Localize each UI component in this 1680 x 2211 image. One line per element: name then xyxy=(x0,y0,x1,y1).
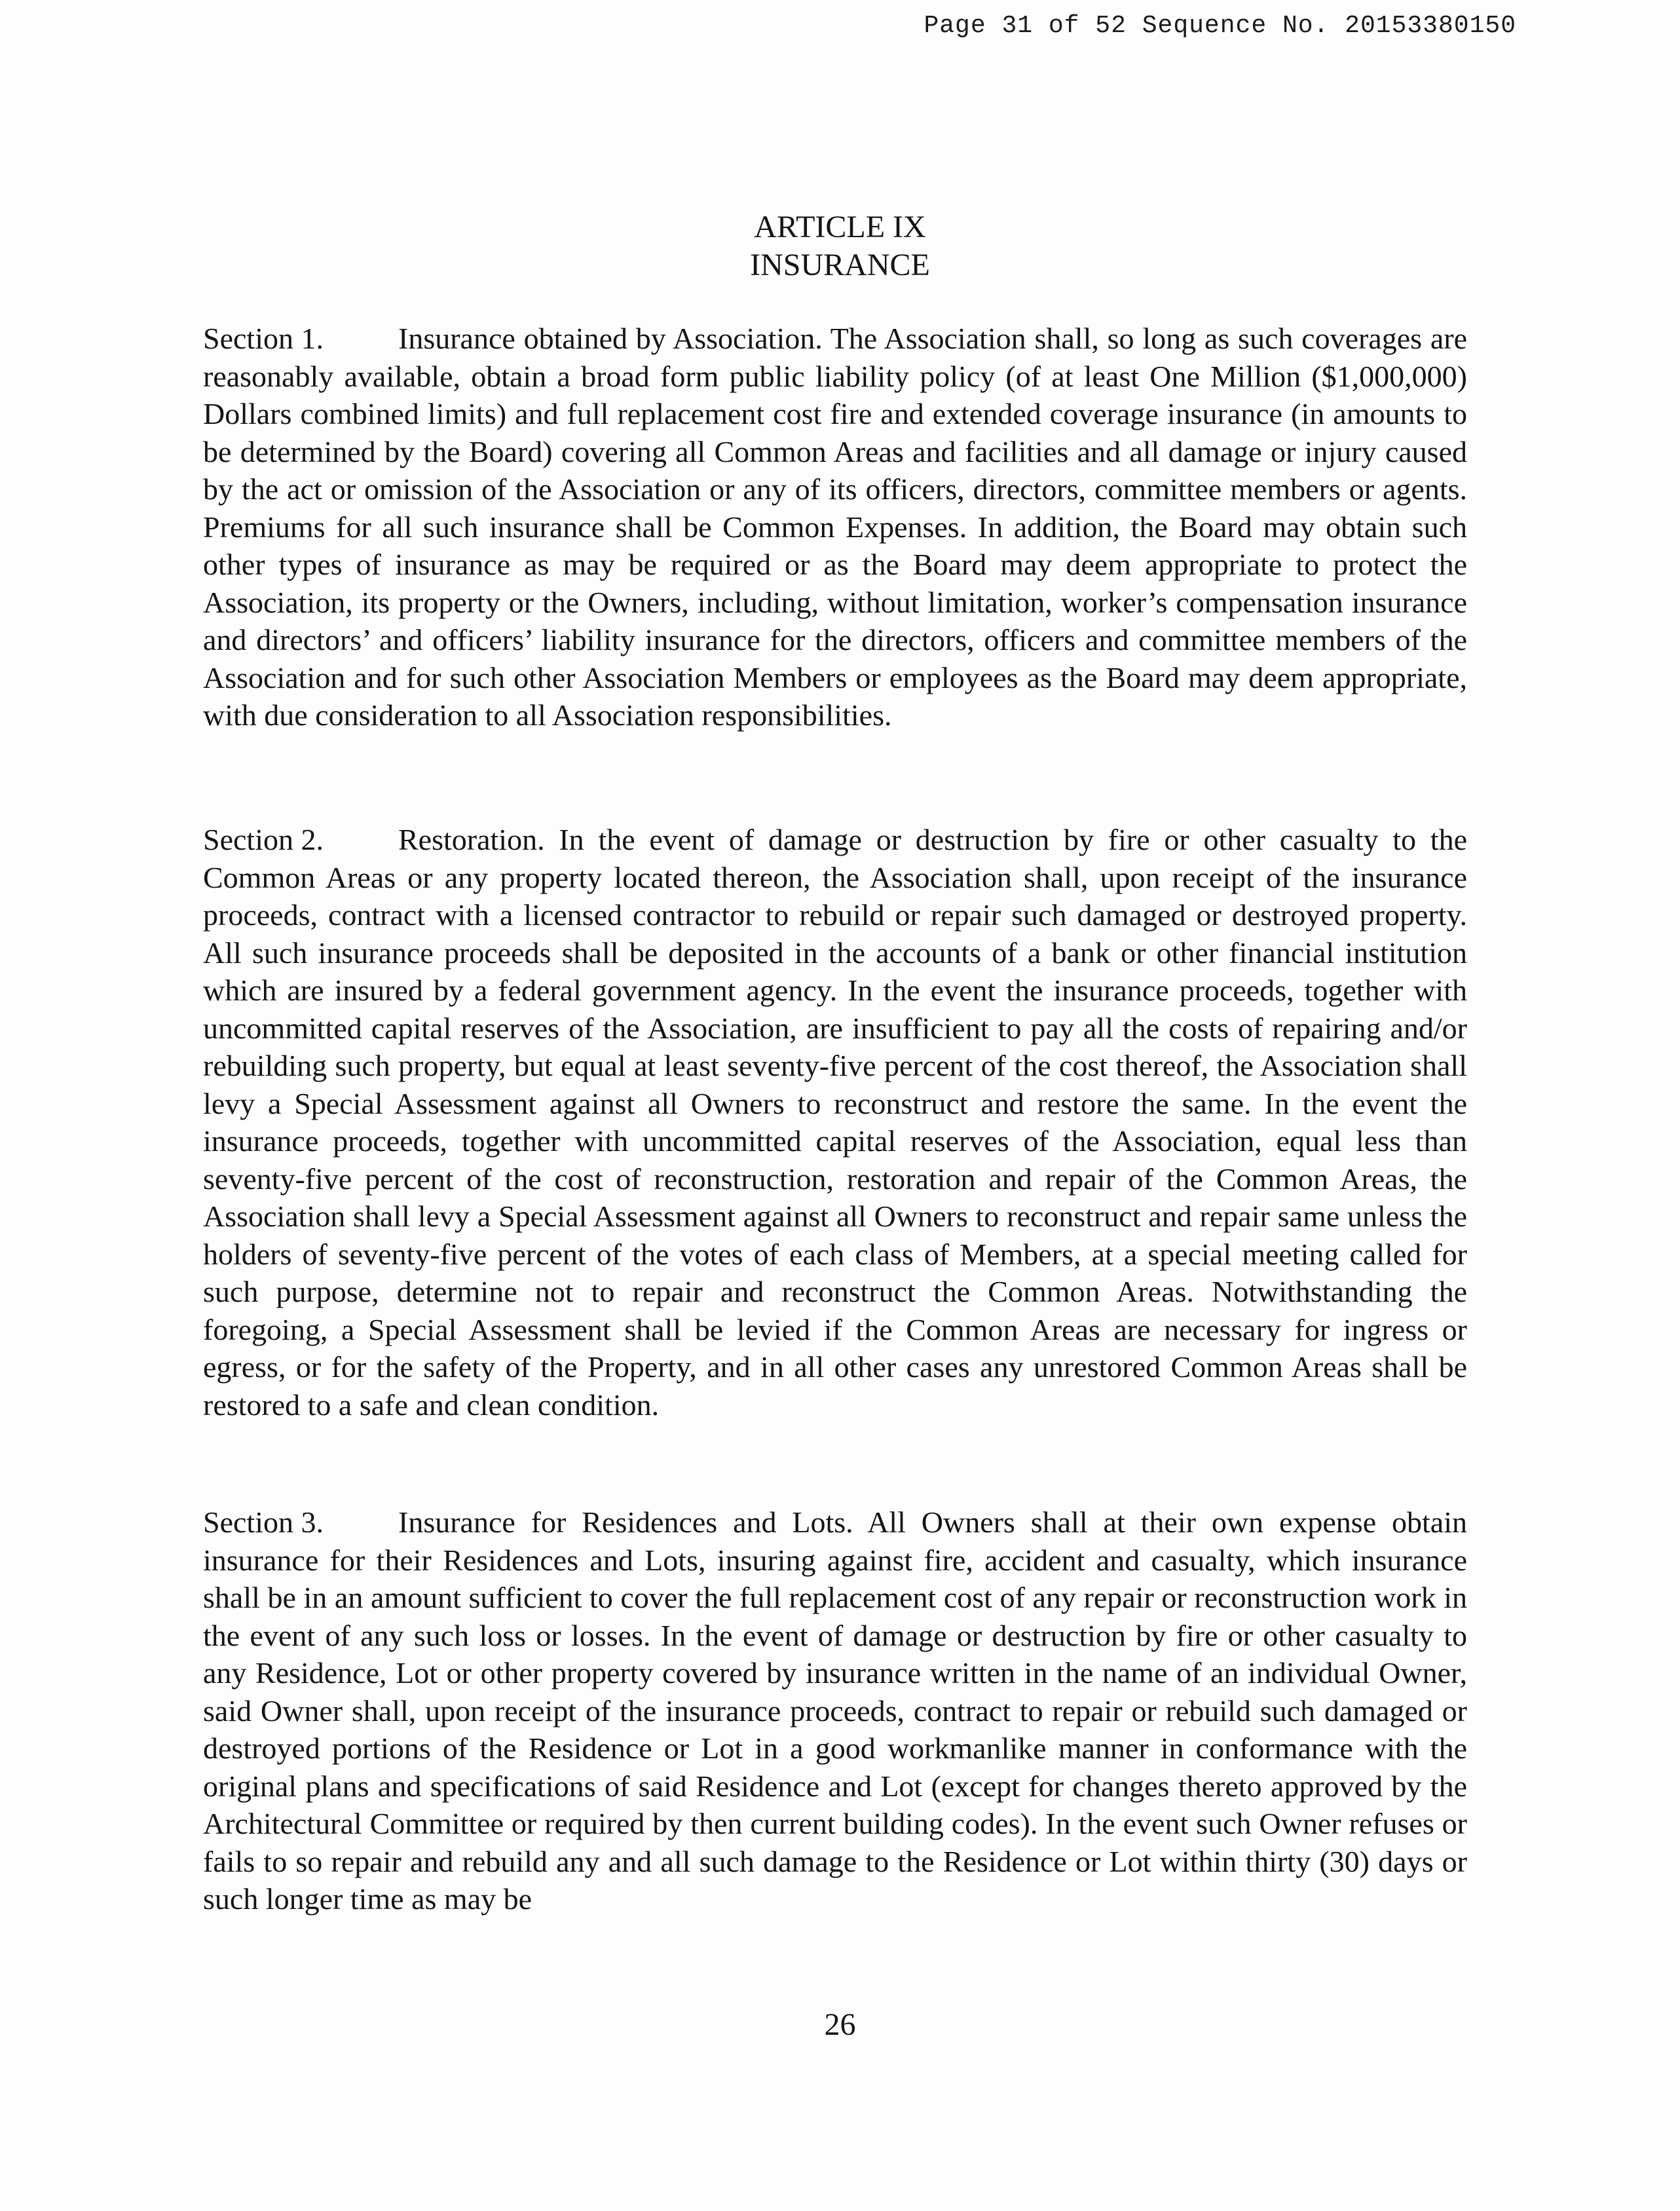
section-title: Restoration. xyxy=(398,823,545,856)
section-number: Section 3. xyxy=(203,1505,324,1539)
section-2 xyxy=(203,821,1467,1424)
article-title: INSURANCE xyxy=(750,248,930,282)
section-body: The Association shall, so long as such coverages are reasonably available, obtain a broad form public liability policy (of at least One Million ($1,000,000) Dollars combined limits) and full replacement cost fire and extended coverage insurance (in amounts to be determined by the Board) covering all Common Areas and facilities and all damage or injury caused by the act or omission of the Association or any of its officers, directors, committee members or agents. Premiums for all such insurance shall be Common Expenses. In addition, the Board may obtain such other types of insurance as may be required or as the Board may deem appropriate to protect the Association, its property or the Owners, including, without limitation, worker’s compensation insurance and directors’ and officers’ liability insurance for the directors, officers and committee members of the Association and for such other Association Members or employees as the Board may deem appropriate, with due consideration to all Association responsibilities. xyxy=(203,322,1467,732)
page-number: 26 xyxy=(824,2007,856,2042)
section-number: Section 1. xyxy=(203,322,324,355)
section-3 xyxy=(203,1503,1467,1918)
section-1 xyxy=(203,320,1467,734)
page-sequence-stamp: Page 31 of 52 Sequence No. 20153380150 xyxy=(924,12,1516,40)
section-body: All Owners shall at their own expense obtain insurance for their Residences and Lots, insuring against fire, accident and casualty, which insurance shall be in an amount sufficient to cover the full replacement cost of any repair or reconstruction work in the event of any such loss or losses. In the event of damage or destruction by fire or other casualty to any Residence, Lot or other property covered by insurance written in the name of an individual Owner, said Owner shall, upon receipt of the insurance proceeds, contract to repair or rebuild such damaged or destroyed portions of the Residence or Lot in a good workmanlike manner in conformance with the original plans and specifications of said Residence and Lot (except for changes thereto approved by the Architectural Committee or required by then current building codes). In the event such Owner refuses or fails to so repair and rebuild any and all such damage to the Residence or Lot within thirty (30) days or such longer time as may be xyxy=(203,1505,1467,1916)
article-number: ARTICLE IX xyxy=(754,210,926,244)
article-heading xyxy=(0,208,1680,284)
section-title: Insurance for Residences and Lots. xyxy=(398,1505,853,1539)
section-number: Section 2. xyxy=(203,823,324,856)
section-body: In the event of damage or destruction by fire or other casualty to the Common Areas or any property located thereon, the Association shall, upon receipt of the insurance proceeds, contract with a licensed contractor to rebuild or repair such damaged or destroyed property. All such insurance proceeds shall be deposited in the accounts of a bank or other financial institution which are insured by a federal government agency. In the event the insurance proceeds, together with uncommitted capital reserves of the Association, are insufficient to pay all the costs of repairing and/or rebuilding such property, but equal at least seventy-five percent of the cost thereof, the Association shall levy a Special Assessment against all Owners to reconstruct and restore the same. In the event the insurance proceeds, together with uncommitted capital reserves of the Association, equal less than seventy-five percent of the cost of reconstruction, restoration and repair of the Common Areas, the Association shall levy a Special Assessment against all Owners to reconstruct and repair same unless the holders of seventy-five percent of the votes of each class of Members, at a special meeting called for such purpose, determine not to repair and reconstruct the Common Areas. Notwithstanding the foregoing, a Special Assessment shall be levied if the Common Areas are necessary for ingress or egress, or for the safety of the Property, and in all other cases any unrestored Common Areas shall be restored to a safe and clean condition. xyxy=(203,823,1467,1422)
section-title: Insurance obtained by Association. xyxy=(398,322,823,355)
